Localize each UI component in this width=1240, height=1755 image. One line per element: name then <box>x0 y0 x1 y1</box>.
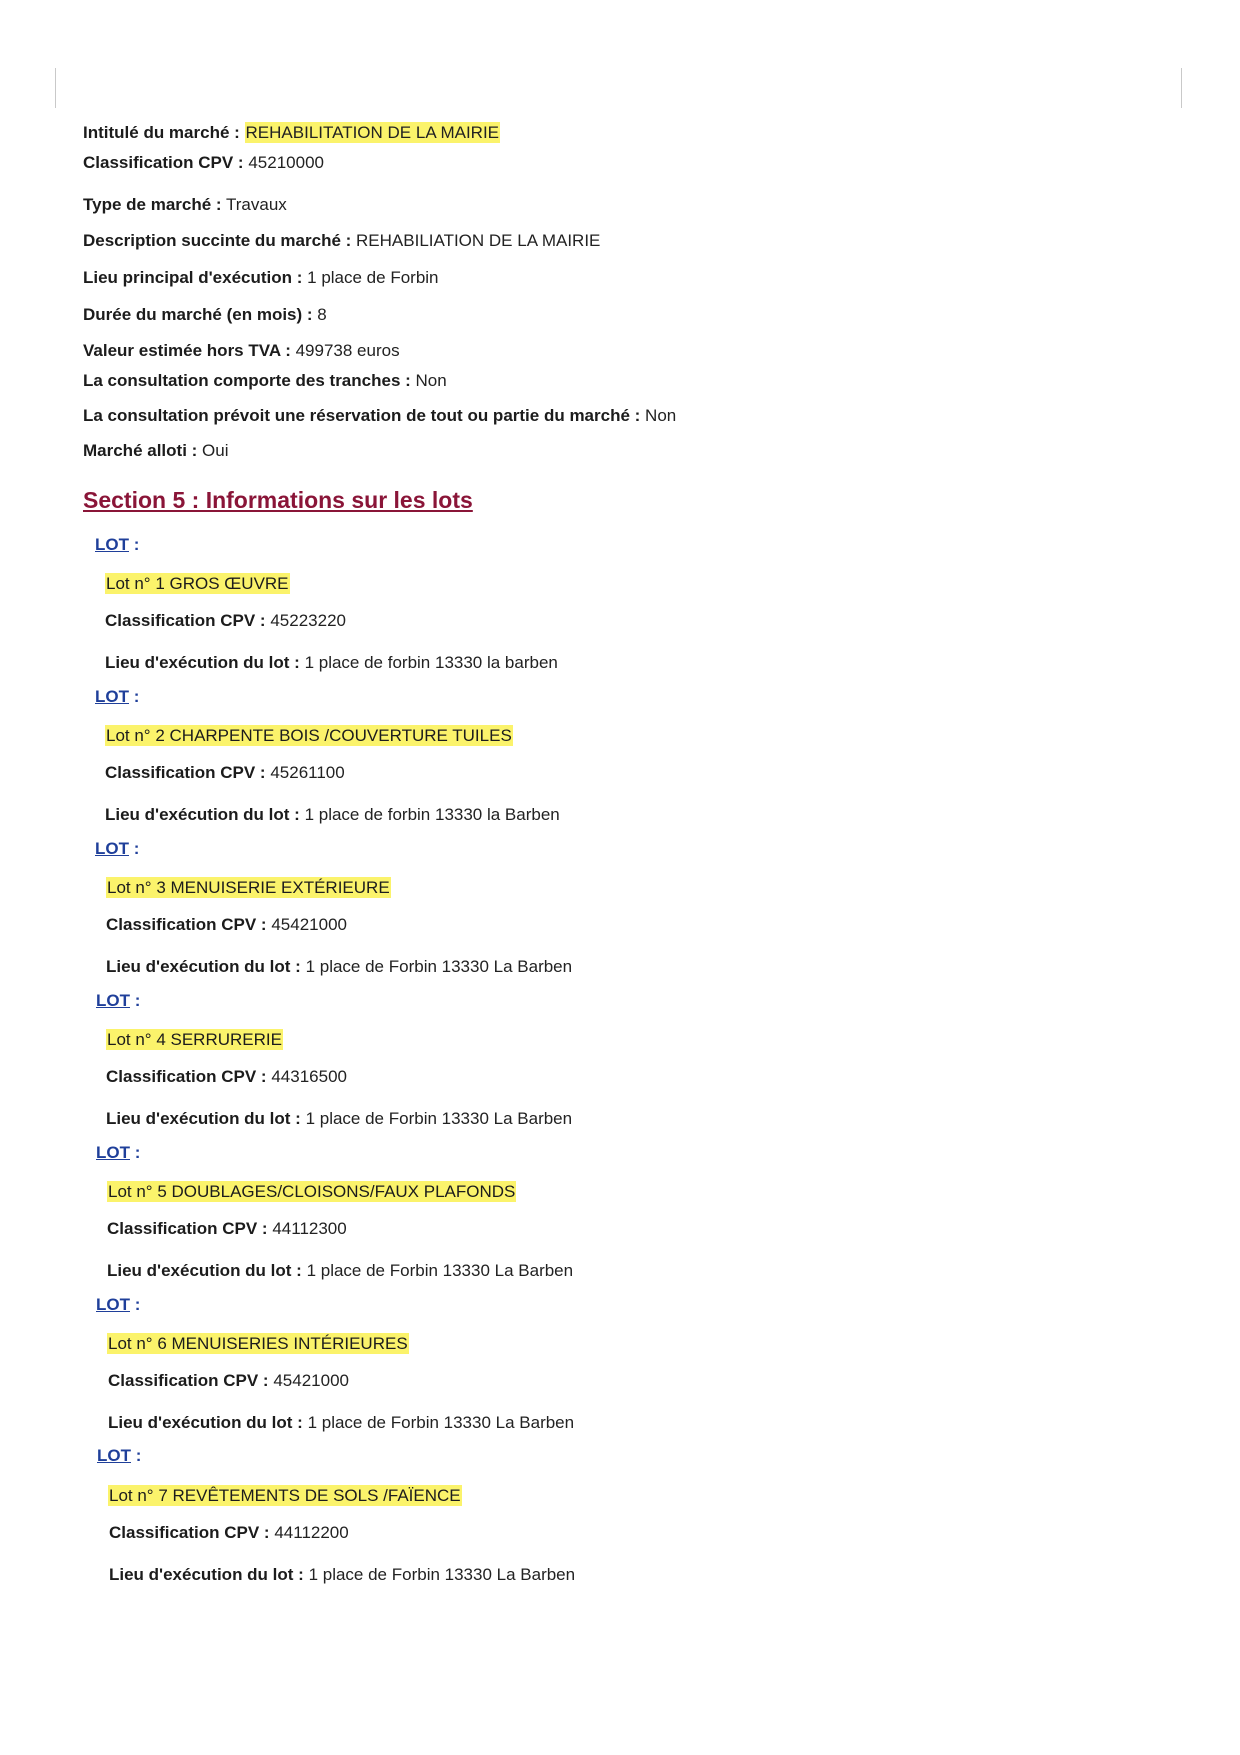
field-valeur: Valeur estimée hors TVA : 499738 euros <box>83 341 400 360</box>
lot-title: Lot n° 1 GROS ŒUVRE <box>106 574 289 593</box>
lot-heading: LOT : <box>96 1143 141 1162</box>
field-intitule: Intitulé du marché : REHABILITATION DE LA MAIRIE <box>83 123 500 142</box>
lot-cpv: Classification CPV : 44112200 <box>109 1523 349 1542</box>
scan-header-border <box>55 68 1182 108</box>
lot-heading: LOT : <box>96 1295 141 1314</box>
field-alloti: Marché alloti : Oui <box>83 441 229 460</box>
field-duree: Durée du marché (en mois) : 8 <box>83 305 327 324</box>
lot-heading: LOT : <box>95 687 140 706</box>
lot-title: Lot n° 4 SERRURERIE <box>107 1030 282 1049</box>
lot-cpv: Classification CPV : 44316500 <box>106 1067 347 1086</box>
lot-cpv: Classification CPV : 45223220 <box>105 611 346 630</box>
lot-lieu: Lieu d'exécution du lot : 1 place de forbin 13330 la barben <box>105 653 558 672</box>
field-reservation: La consultation prévoit une réservation de tout ou partie du marché : Non <box>83 406 677 425</box>
lot-cpv: Classification CPV : 44112300 <box>107 1219 347 1238</box>
lot-heading: LOT : <box>95 535 140 554</box>
field-type: Type de marché : Travaux <box>83 195 287 214</box>
field-tranches: La consultation comporte des tranches : Non <box>83 371 447 390</box>
field-lieu: Lieu principal d'exécution : 1 place de Forbin <box>83 268 439 287</box>
lot-title: Lot n° 6 MENUISERIES INTÉRIEURES <box>108 1334 408 1353</box>
lot-lieu: Lieu d'exécution du lot : 1 place de forbin 13330 la Barben <box>105 805 560 824</box>
lot-title: Lot n° 7 REVÊTEMENTS DE SOLS /FAÏENCE <box>109 1486 461 1505</box>
lot-heading: LOT : <box>96 991 141 1010</box>
lot-lieu: Lieu d'exécution du lot : 1 place de Forbin 13330 La Barben <box>106 957 573 976</box>
lot-title: Lot n° 2 CHARPENTE BOIS /COUVERTURE TUILES <box>106 726 512 745</box>
lot-lieu: Lieu d'exécution du lot : 1 place de Forbin 13330 La Barben <box>107 1261 574 1280</box>
field-description: Description succinte du marché : REHABILIATION DE LA MAIRIE <box>83 231 601 250</box>
field-cpv: Classification CPV : 45210000 <box>83 153 324 172</box>
lot-lieu: Lieu d'exécution du lot : 1 place de Forbin 13330 La Barben <box>109 1565 576 1584</box>
lot-cpv: Classification CPV : 45421000 <box>106 915 347 934</box>
lot-lieu: Lieu d'exécution du lot : 1 place de Forbin 13330 La Barben <box>108 1413 575 1432</box>
section-title: Section 5 : Informations sur les lots <box>83 487 473 513</box>
lot-lieu: Lieu d'exécution du lot : 1 place de Forbin 13330 La Barben <box>106 1109 573 1128</box>
lot-title: Lot n° 3 MENUISERIE EXTÉRIEURE <box>107 878 390 897</box>
lot-heading: LOT : <box>97 1446 142 1465</box>
lot-title: Lot n° 5 DOUBLAGES/CLOISONS/FAUX PLAFONDS <box>108 1182 516 1201</box>
lot-cpv: Classification CPV : 45421000 <box>108 1371 349 1390</box>
lot-heading: LOT : <box>95 839 140 858</box>
lot-cpv: Classification CPV : 45261100 <box>105 763 345 782</box>
